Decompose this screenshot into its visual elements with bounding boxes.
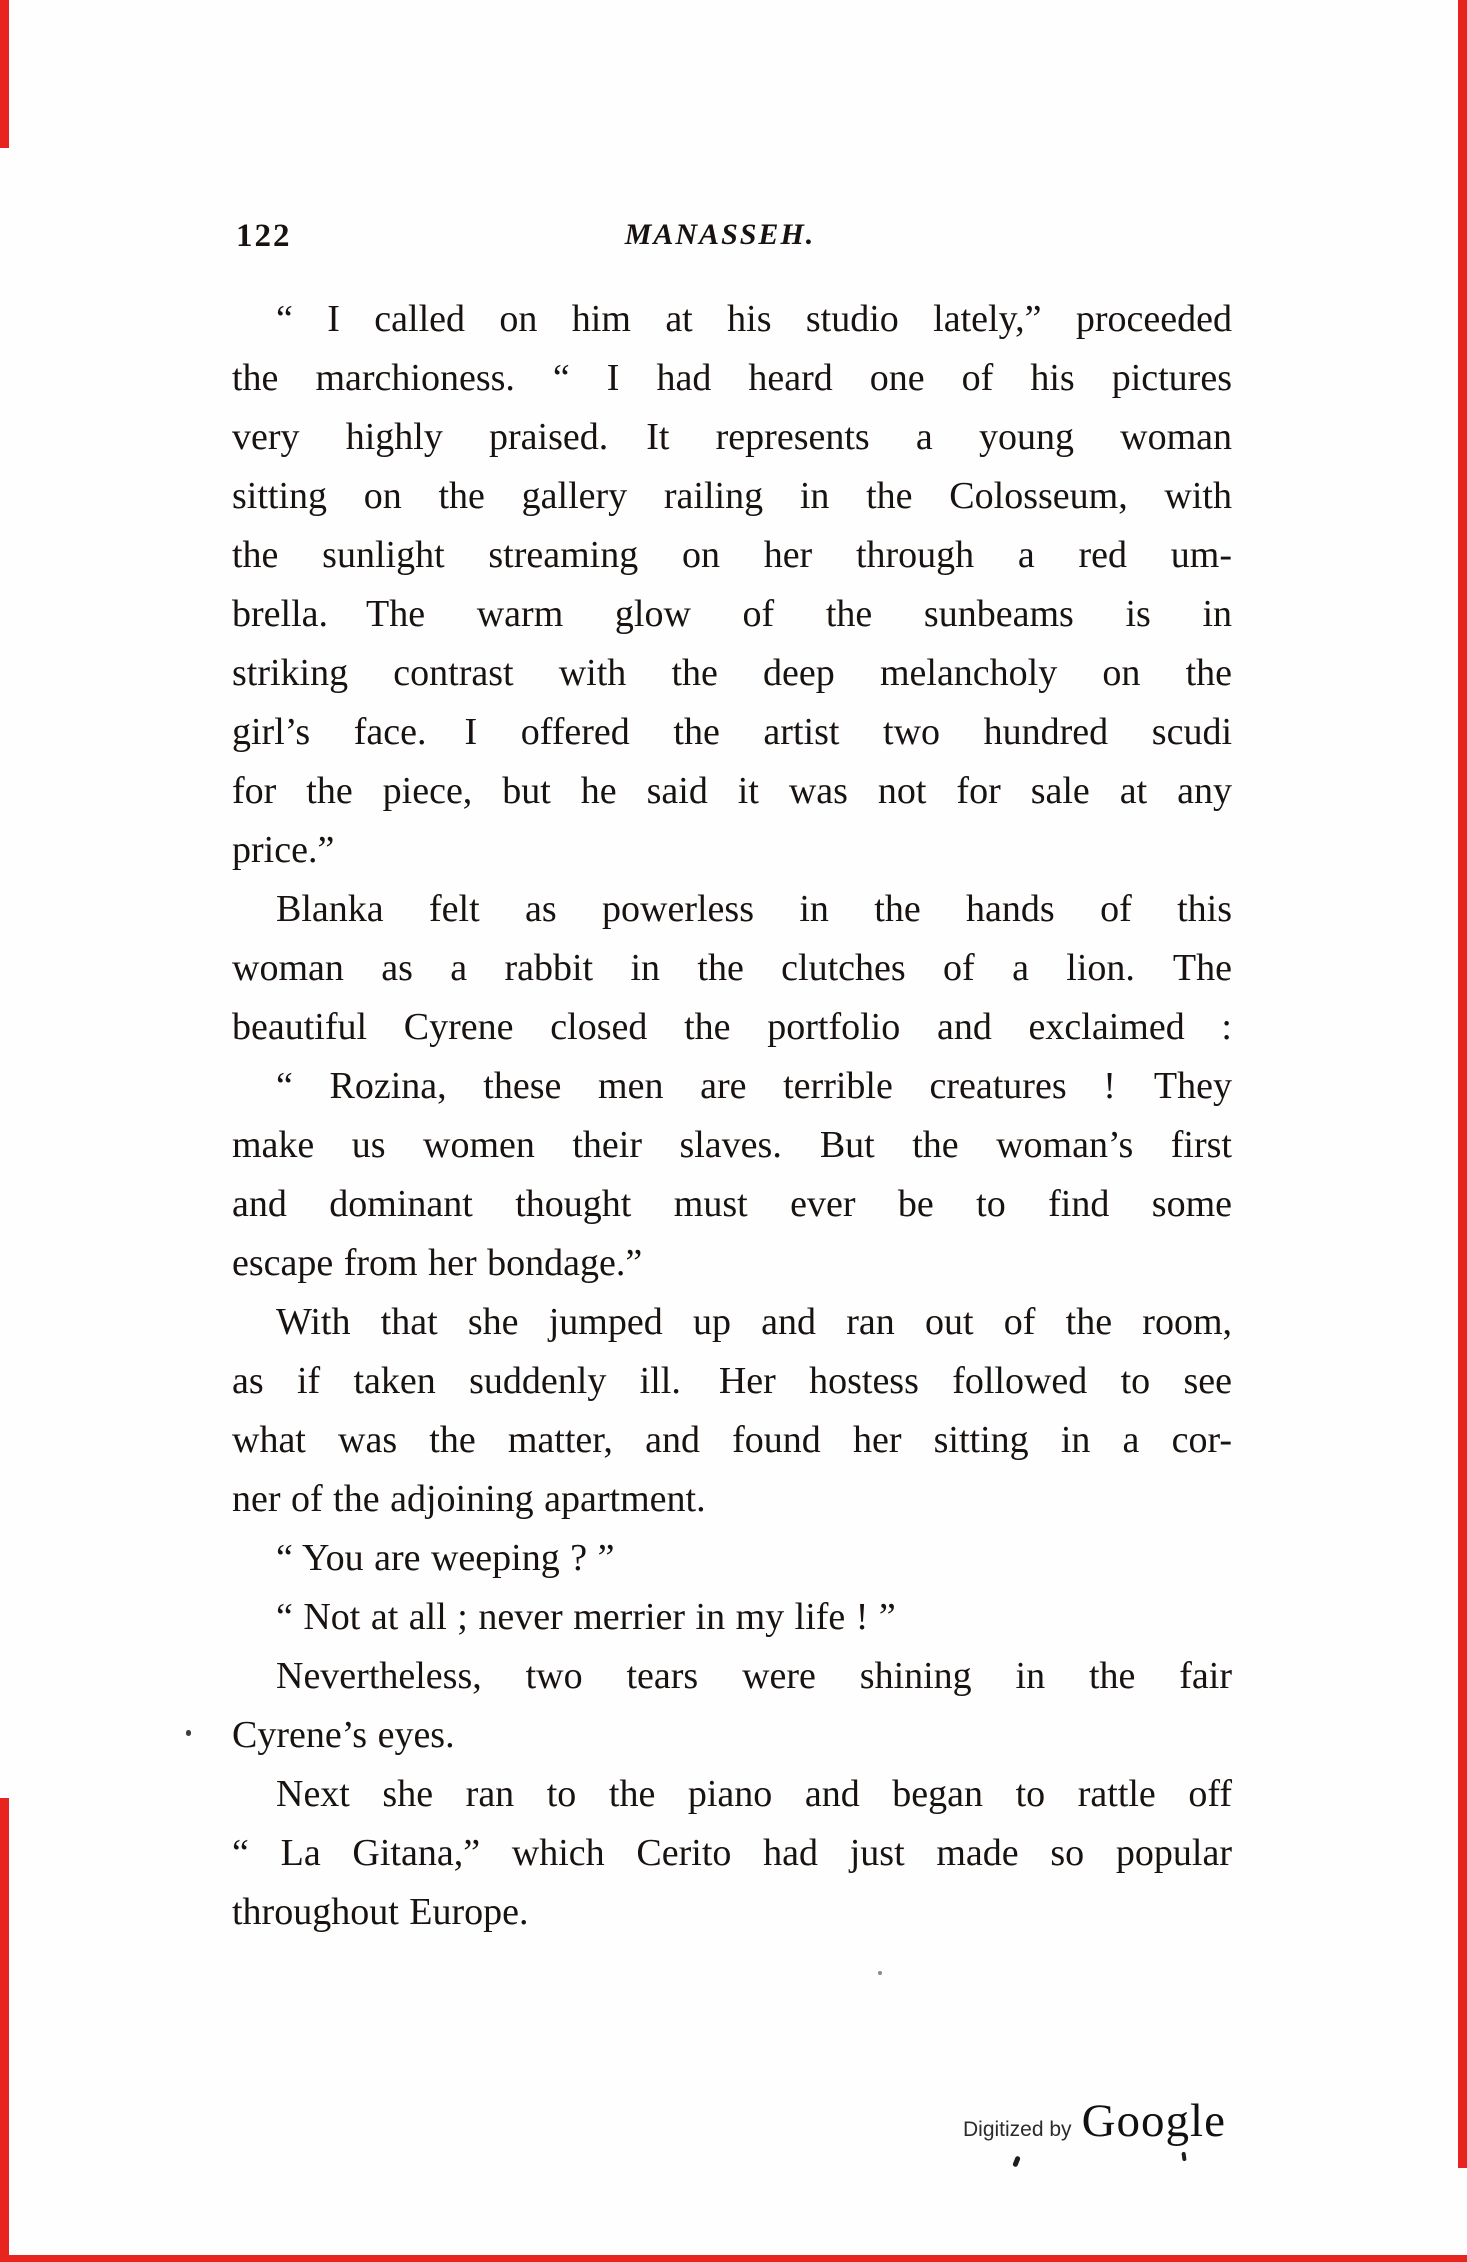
- text-line: price.”: [232, 829, 335, 871]
- scan-edge-artifact-left-top: [0, 0, 9, 148]
- text-line: as if taken suddenly ill. Her hostess followed to see: [232, 1360, 1232, 1402]
- text-line: brella. The warm glow of the sunbeams is in: [232, 593, 1232, 635]
- text-line: throughout Europe.: [232, 1891, 529, 1933]
- text-line: escape from her bondage.”: [232, 1242, 643, 1284]
- text-line: Nevertheless, two tears were shining in the fair: [276, 1655, 1232, 1697]
- text-line: very highly praised. It represents a young woman: [232, 416, 1232, 458]
- text-line: “ You are weeping ? ”: [276, 1537, 615, 1579]
- ink-speck-margin: [186, 1730, 191, 1736]
- text-line: ner of the adjoining apartment.: [232, 1478, 706, 1520]
- text-line: “ I called on him at his studio lately,” proceeded: [276, 298, 1232, 340]
- text-line: sitting on the gallery railing in the Colosseum, with: [232, 475, 1232, 517]
- text-line: and dominant thought must ever be to find some: [232, 1183, 1232, 1225]
- digitization-credit: [963, 2094, 1226, 2148]
- text-line: striking contrast with the deep melancholy on the: [232, 652, 1232, 694]
- page-number: 122: [236, 218, 292, 254]
- text-line: for the piece, but he said it was not for sale at any: [232, 770, 1232, 812]
- ink-speck-footer-comma: [1012, 2155, 1021, 2167]
- google-logo: Google: [1081, 2095, 1226, 2147]
- text-line: “ La Gitana,” which Cerito had just made so popular: [232, 1832, 1232, 1874]
- text-line: girl’s face. I offered the artist two hundred scudi: [232, 711, 1232, 753]
- text-line: woman as a rabbit in the clutches of a lion. The: [232, 947, 1232, 989]
- text-line: the marchioness. “ I had heard one of his pictures: [232, 357, 1232, 399]
- text-line: what was the matter, and found her sitting in a cor-: [232, 1419, 1232, 1461]
- ink-speck-footer-tick: [1181, 2152, 1186, 2161]
- scan-edge-artifact-left-bottom: [0, 1798, 9, 2262]
- page-text-block: [232, 290, 1232, 1942]
- text-line: “ Not at all ; never merrier in my life ! ”: [276, 1596, 896, 1638]
- ink-speck-center: [878, 1971, 882, 1975]
- text-line: make us women their slaves. But the woman’s first: [232, 1124, 1232, 1166]
- scan-edge-artifact-bottom: [0, 2255, 1467, 2262]
- text-line: Cyrene’s eyes.: [232, 1714, 455, 1756]
- digitized-by-label: Digitized by: [963, 2118, 1072, 2141]
- text-line: With that she jumped up and ran out of the room,: [276, 1301, 1232, 1343]
- text-line: Next she ran to the piano and began to rattle off: [276, 1773, 1232, 1815]
- text-line: beautiful Cyrene closed the portfolio and exclaimed :: [232, 1006, 1232, 1048]
- text-line: the sunlight streaming on her through a red um-: [232, 534, 1232, 576]
- scan-edge-artifact-right: [1458, 0, 1467, 2168]
- text-line: Blanka felt as powerless in the hands of this: [276, 888, 1232, 930]
- running-title: MANASSEH.: [624, 218, 816, 251]
- text-line: “ Rozina, these men are terrible creatures ! They: [276, 1065, 1232, 1107]
